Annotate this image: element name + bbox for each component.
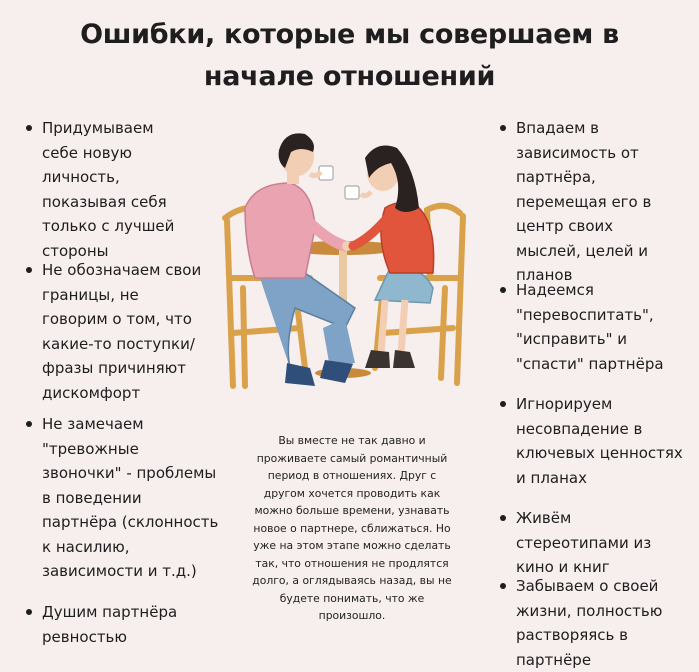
list-item: Не замечаем "тревожные звоночки" - проблемы в поведении партнёра (склонность к насилию, зависимости и т.д.) [42,412,220,584]
intro-paragraph: Вы вместе не так давно и проживаете самый романтичный период в отношениях. Друг с другом хочется проводить как можно больше времени, узнавать новое о партнере, сближаться. Но уже на этом этапе можно сделать так, что отношения не продлятся долго, а оглядываясь назад, вы не будете понимать, что же произошло. [252,434,452,622]
list-item: Душим партнёра ревностью [42,600,192,649]
title-line-2: начале отношений [203,61,496,92]
list-item: Впадаем в зависимость от партнёра, перемещая его в центр своих мыслей, целей и планов [516,116,666,288]
page-title [0,14,699,98]
title-line-1: Ошибки, которые мы совершаем в [80,19,619,50]
list-item: Придумываем себе новую личность, показывая себя только с лучшей стороны [42,116,192,263]
list-item: Надеемся "перевоспитать", "исправить" и "спасти" партнёра [516,278,696,376]
couple-at-cafe-table-icon [205,128,480,398]
list-item: Игнорируем несовпадение в ключевых ценностях и планах [516,392,694,490]
list-item: Не обозначаем свои границы, не говорим о том, что какие-то поступки/фразы причиняют дискомфорт [42,258,202,405]
list-item: Живём стереотипами из кино и книг [516,506,686,580]
list-item: Забываем о своей жизни, полностью растворяясь в партнёре [516,574,666,672]
